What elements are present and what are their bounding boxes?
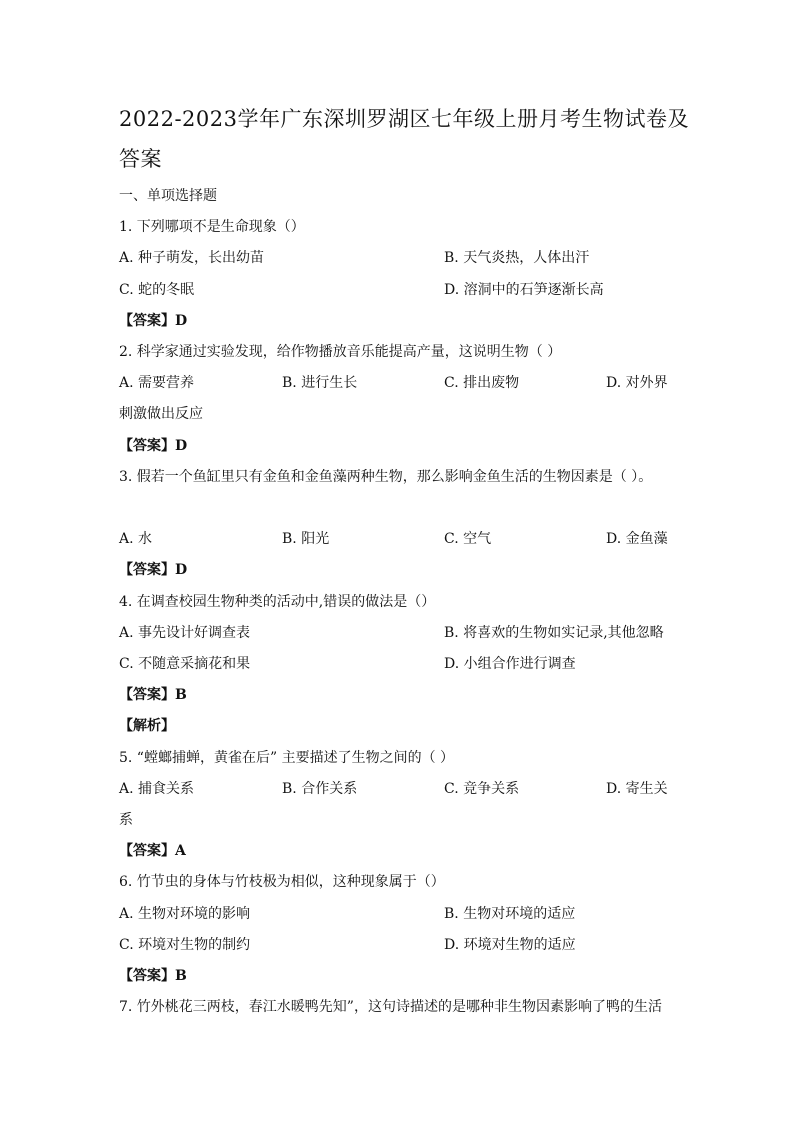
- question-5-answer: 【答案】A: [119, 843, 186, 859]
- question-1-option-b: B. 天气炎热，人体出汗: [444, 250, 590, 266]
- question-5-option-d-continued: 系: [119, 812, 133, 828]
- question-5-option-a: A. 捕食关系: [119, 781, 195, 797]
- question-4-option-c: C. 不随意采摘花和果: [119, 656, 251, 672]
- question-5-option-d: D. 寄生关: [606, 781, 668, 797]
- question-4-analysis: 【解析】: [119, 718, 175, 734]
- question-1-option-a: A. 种子萌发，长出幼苗: [119, 250, 265, 266]
- question-4-answer: 【答案】B: [119, 687, 187, 703]
- question-1-option-d: D. 溶洞中的石笋逐渐长高: [444, 282, 604, 298]
- question-5-option-b: B. 合作关系: [282, 781, 358, 797]
- question-2-option-c: C. 排出废物: [444, 375, 520, 391]
- question-2-stem: 2. 科学家通过实验发现，给作物播放音乐能提高产量，这说明生物（ ）: [119, 344, 562, 360]
- question-6-option-d: D. 环境对生物的适应: [444, 937, 576, 953]
- question-6-option-c: C. 环境对生物的制约: [119, 937, 251, 953]
- question-3-option-a: A. 水: [119, 531, 153, 547]
- question-2-option-b: B. 进行生长: [282, 375, 358, 391]
- question-3-answer: 【答案】D: [119, 562, 188, 578]
- question-7-stem: 7. 竹外桃花三两枝，春江水暖鸭先知”，这句诗描述的是哪种非生物因素影响了鸭的生活: [119, 999, 662, 1015]
- question-3-option-c: C. 空气: [444, 531, 492, 547]
- document-title-line-2: 答案: [119, 147, 162, 171]
- question-6-answer: 【答案】B: [119, 968, 187, 984]
- question-2-option-a: A. 需要营养: [119, 375, 195, 391]
- question-2-answer: 【答案】D: [119, 438, 188, 454]
- question-6-option-a: A. 生物对环境的影响: [119, 906, 251, 922]
- question-3-option-d: D. 金鱼藻: [606, 531, 668, 547]
- question-1-stem: 1. 下列哪项不是生命现象（）: [119, 219, 305, 235]
- question-5-stem: 5. “螳螂捕蝉，黄雀在后” 主要描述了生物之间的（ ）: [119, 750, 455, 766]
- question-3-stem: 3. 假若一个鱼缸里只有金鱼和金鱼藻两种生物，那么影响金鱼生活的生物因素是（ ）。: [119, 469, 653, 485]
- question-1-option-c: C. 蛇的冬眠: [119, 282, 195, 298]
- question-6-stem: 6. 竹节虫的身体与竹枝极为相似，这种现象属于（）: [119, 874, 445, 890]
- question-5-option-c: C. 竞争关系: [444, 781, 520, 797]
- question-4-option-d: D. 小组合作进行调查: [444, 656, 576, 672]
- question-4-option-b: B. 将喜欢的生物如实记录,其他忽略: [444, 625, 664, 641]
- question-4-option-a: A. 事先设计好调查表: [119, 625, 251, 641]
- question-2-option-d-continued: 刺激做出反应: [119, 406, 203, 422]
- question-2-option-d: D. 对外界: [606, 375, 668, 391]
- document-title-line-1: 2022-2023学年广东深圳罗湖区七年级上册月考生物试卷及: [119, 107, 689, 131]
- question-6-option-b: B. 生物对环境的适应: [444, 906, 576, 922]
- question-3-option-b: B. 阳光: [282, 531, 330, 547]
- question-1-answer: 【答案】D: [119, 313, 188, 329]
- question-4-stem: 4. 在调查校园生物种类的活动中,错误的做法是（）: [119, 594, 436, 610]
- section-heading: 一、单项选择题: [119, 188, 217, 204]
